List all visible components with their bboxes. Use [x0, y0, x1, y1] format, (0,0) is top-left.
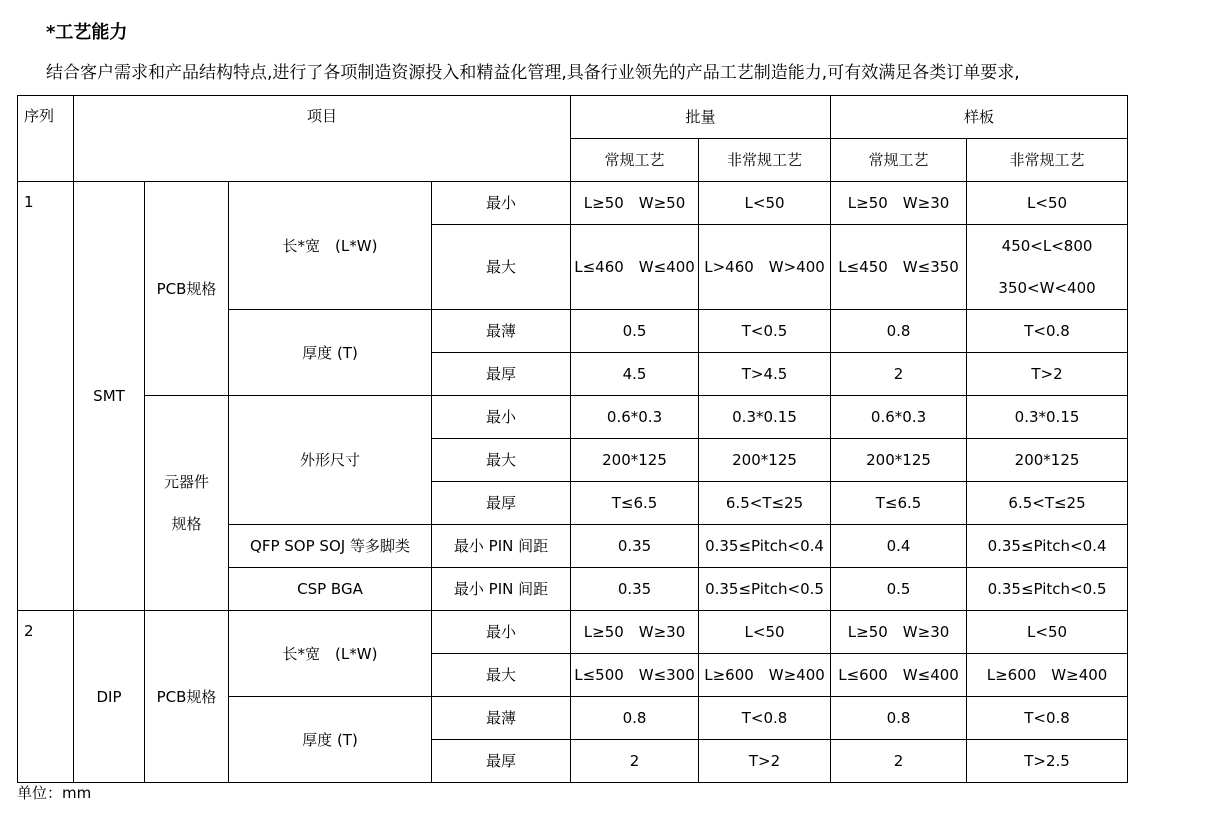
value-cell: L≥50 W≥50 [571, 182, 699, 225]
param-cell: 最小 [432, 611, 571, 654]
dip-pcb-lw: 长*宽 (L*W) [229, 611, 432, 697]
value-cell: T≤6.5 [571, 482, 699, 525]
value-cell: 0.3*0.15 [699, 396, 831, 439]
dip-seq: 2 [18, 611, 74, 783]
param-cell: 最薄 [432, 310, 571, 353]
smt-outline-size: 外形尺寸 [229, 396, 432, 525]
value-cell: L≥50 W≥30 [571, 611, 699, 654]
smt-pcb-spec: PCB规格 [145, 182, 229, 396]
smt-csp-label: CSP BGA [229, 568, 432, 611]
value-cell: 0.35≤Pitch<0.5 [967, 568, 1128, 611]
process-capability-table [17, 95, 1128, 783]
value-cell: 2 [831, 353, 967, 396]
value-cell: L<50 [967, 182, 1128, 225]
param-cell: 最小 PIN 间距 [432, 525, 571, 568]
value-cell: 6.5<T≤25 [699, 482, 831, 525]
value-cell: L<50 [699, 611, 831, 654]
value-cell: 0.35≤Pitch<0.4 [967, 525, 1128, 568]
value-cell: 0.8 [831, 310, 967, 353]
value-cell-stacked [967, 225, 1128, 310]
value-cell: L<50 [699, 182, 831, 225]
smt-category: SMT [74, 182, 145, 611]
param-cell: 最大 [432, 654, 571, 697]
value-cell: 0.35≤Pitch<0.5 [699, 568, 831, 611]
value-cell: 200*125 [571, 439, 699, 482]
table-row [18, 611, 1128, 654]
value-cell: 0.5 [571, 310, 699, 353]
value-cell: L≤600 W≤400 [831, 654, 967, 697]
value-cell: 2 [831, 740, 967, 783]
header-batch-regular: 常规工艺 [571, 139, 699, 182]
value-cell: L>460 W>400 [699, 225, 831, 310]
value-cell: 0.8 [831, 697, 967, 740]
value-cell: 200*125 [967, 439, 1128, 482]
param-cell: 最厚 [432, 353, 571, 396]
header-item: 项目 [74, 96, 571, 182]
dip-pcb-spec: PCB规格 [145, 611, 229, 783]
value-cell: 2 [571, 740, 699, 783]
value-cell: 0.6*0.3 [571, 396, 699, 439]
value-cell: T>2 [699, 740, 831, 783]
value-line: 450<L<800 [1001, 237, 1093, 255]
dip-category: DIP [74, 611, 145, 783]
header-row [18, 96, 1128, 139]
param-cell: 最大 [432, 225, 571, 310]
value-cell: 0.6*0.3 [831, 396, 967, 439]
value-cell: 0.8 [571, 697, 699, 740]
value-cell: 4.5 [571, 353, 699, 396]
value-cell: 0.5 [831, 568, 967, 611]
header-batch-irregular: 非常规工艺 [699, 139, 831, 182]
param-cell: 最小 [432, 182, 571, 225]
value-cell: L≤500 W≤300 [571, 654, 699, 697]
value-cell: T>4.5 [699, 353, 831, 396]
component-label-line: 规格 [171, 515, 202, 533]
value-cell: L<50 [967, 611, 1128, 654]
value-cell: L≥50 W≥30 [831, 611, 967, 654]
value-cell: T<0.5 [699, 310, 831, 353]
value-cell: L≤460 W≤400 [571, 225, 699, 310]
value-cell: L≥50 W≥30 [831, 182, 967, 225]
value-cell: 0.3*0.15 [967, 396, 1128, 439]
component-label-line: 元器件 [163, 473, 209, 491]
value-cell: 6.5<T≤25 [967, 482, 1128, 525]
value-cell: 0.35≤Pitch<0.4 [699, 525, 831, 568]
header-seq: 序列 [18, 96, 74, 182]
value-cell: T>2 [967, 353, 1128, 396]
value-cell: 200*125 [831, 439, 967, 482]
value-cell: L≤450 W≤350 [831, 225, 967, 310]
value-cell: T≤6.5 [831, 482, 967, 525]
value-cell: T<0.8 [967, 310, 1128, 353]
table-row [18, 396, 1128, 439]
value-cell: T<0.8 [967, 697, 1128, 740]
param-cell: 最厚 [432, 740, 571, 783]
value-cell: 0.4 [831, 525, 967, 568]
smt-qfp-label: QFP SOP SOJ 等多脚类 [229, 525, 432, 568]
value-cell: L≥600 W≥400 [699, 654, 831, 697]
unit-note: 单位：mm [17, 784, 92, 802]
param-cell: 最薄 [432, 697, 571, 740]
smt-pcb-lw: 长*宽 (L*W) [229, 182, 432, 310]
value-cell: 0.35 [571, 568, 699, 611]
header-sample-irregular: 非常规工艺 [967, 139, 1128, 182]
value-cell: T>2.5 [967, 740, 1128, 783]
header-sample: 样板 [831, 96, 1128, 139]
smt-seq: 1 [18, 182, 74, 611]
intro-paragraph: 结合客户需求和产品结构特点,进行了各项制造资源投入和精益化管理,具备行业领先的产品工艺制造能力,可有效满足各类订单要求, [46, 63, 1020, 83]
section-title: *工艺能力 [46, 22, 128, 43]
header-sample-regular: 常规工艺 [831, 139, 967, 182]
param-cell: 最小 [432, 396, 571, 439]
param-cell: 最厚 [432, 482, 571, 525]
dip-pcb-thickness: 厚度 (T) [229, 697, 432, 783]
smt-pcb-thickness: 厚度 (T) [229, 310, 432, 396]
value-cell: T<0.8 [699, 697, 831, 740]
value-line: 350<W<400 [998, 279, 1096, 297]
header-batch: 批量 [571, 96, 831, 139]
param-cell: 最大 [432, 439, 571, 482]
smt-component-spec [145, 396, 229, 611]
value-cell: 0.35 [571, 525, 699, 568]
value-cell: L≥600 W≥400 [967, 654, 1128, 697]
value-cell: 200*125 [699, 439, 831, 482]
table-row [18, 182, 1128, 225]
param-cell: 最小 PIN 间距 [432, 568, 571, 611]
